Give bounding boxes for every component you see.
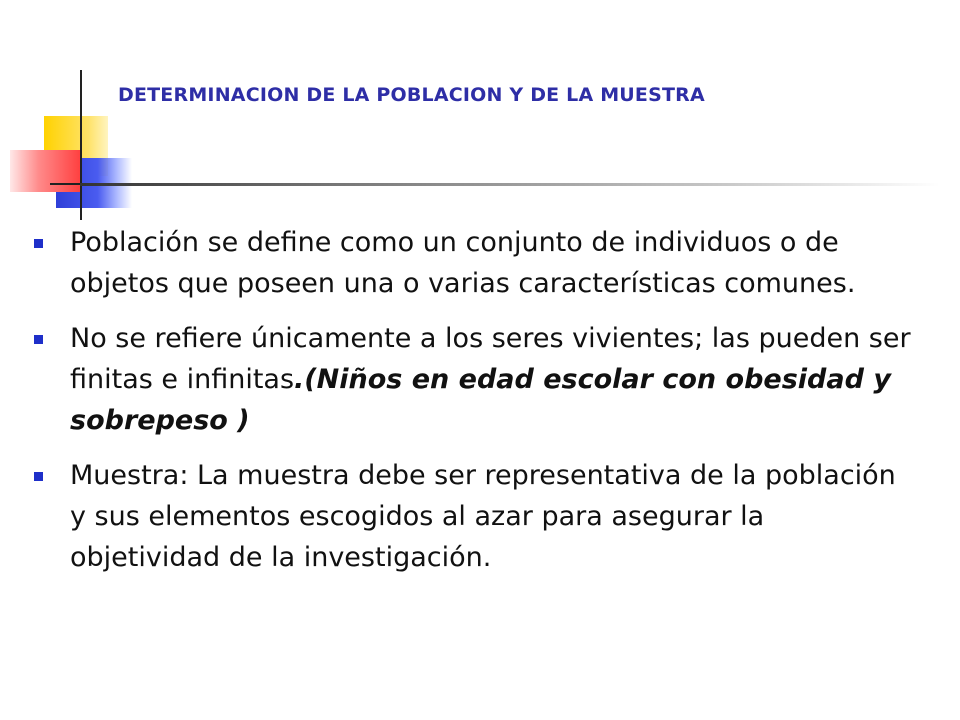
bullet-list <box>34 222 914 592</box>
bullet-item <box>34 318 914 441</box>
slide-title: DETERMINACION DE LA POBLACION Y DE LA MUESTRA <box>118 84 705 106</box>
title-decoration <box>0 0 140 220</box>
bullet-emphasis: .(Niños en edad escolar con obesidad y sobrepeso ) <box>70 364 891 436</box>
bullet-item <box>34 455 914 578</box>
bullet-text: Muestra: La muestra debe ser representativa de la población y sus elementos escogidos al azar para asegurar la objetividad de la investigación. <box>70 460 896 573</box>
title-underline <box>80 183 940 186</box>
bullet-marker-icon <box>34 335 43 344</box>
bullet-marker-icon <box>34 239 43 248</box>
bullet-text: No se refiere únicamente a los seres vivientes; las pueden ser finitas e infinitas <box>70 323 911 395</box>
vertical-rule <box>80 70 82 220</box>
red-square <box>10 150 82 192</box>
bullet-text: Población se define como un conjunto de individuos o de objetos que poseen una o varias características comunes. <box>70 227 856 299</box>
bullet-marker-icon <box>34 472 43 481</box>
bullet-item <box>34 222 914 304</box>
